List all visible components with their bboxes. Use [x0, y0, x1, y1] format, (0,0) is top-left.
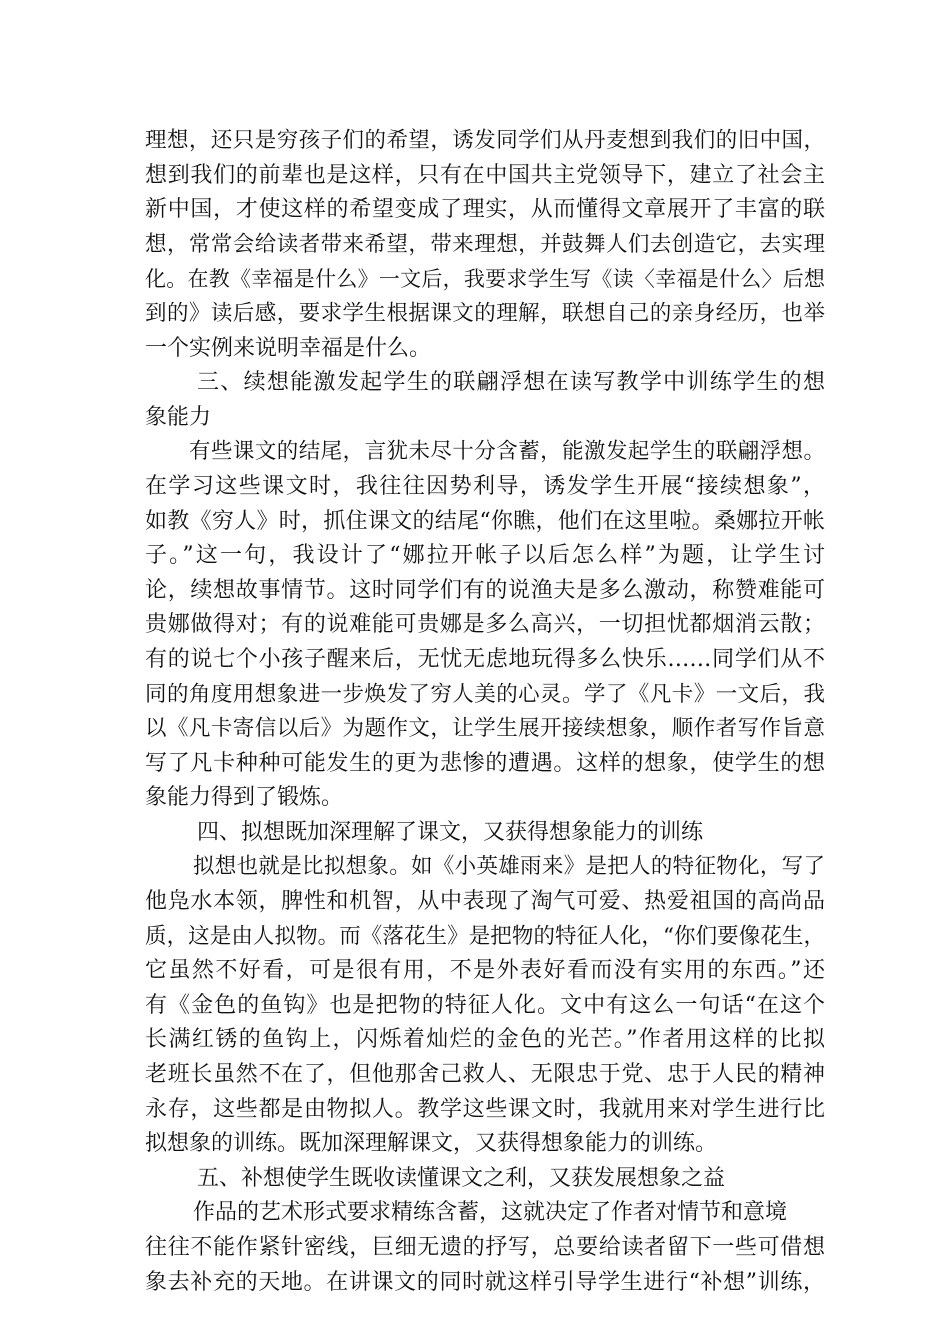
text-line: 有的说七个小孩子醒来后，无忧无虑地玩得多么快乐……同学们从不	[145, 646, 825, 672]
section-heading-5: 五、补想使学生既收读懂课文之利，又获发展想象之益	[197, 1165, 726, 1191]
text-line: 它虽然不好看，可是很有用，不是外表好看而没有实用的东西。”还	[145, 958, 825, 984]
section-heading-4: 四、拟想既加深理解了课文，又获得想象能力的训练	[197, 819, 704, 845]
text-line: 贵娜做得对；有的说难能可贵娜是多么高兴，一切担忧都烟消云散；	[145, 612, 825, 638]
text-line: 拟想也就是比拟想象。如《小英雄雨来》是把人的特征物化，写了	[193, 854, 825, 880]
text-line: 象去补充的天地。在讲课文的同时就这样引导学生进行“补想”训练，	[145, 1269, 825, 1295]
section-heading-3: 三、续想能激发起学生的联翩浮想在读写教学中训练学生的想	[197, 370, 825, 396]
section-heading-3-cont: 象能力	[145, 404, 212, 430]
text-line: 同的角度用想象进一步焕发了穷人美的心灵。学了《凡卡》一文后，我	[145, 681, 825, 707]
text-line: 象能力得到了锻炼。	[145, 785, 344, 811]
text-line: 他凫水本领，脾性和机智，从中表现了淘气可爱、热爱祖国的高尚品	[145, 889, 825, 915]
text-line: 有些课文的结尾，言犹未尽十分含蓄，能激发起学生的联翩浮想。	[189, 439, 825, 465]
text-line: 新中国，才使这样的希望变成了理实，从而懂得文章展开了丰富的联	[145, 197, 825, 223]
text-line: 想到我们的前辈也是这样，只有在中国共主党领导下，建立了社会主	[145, 162, 825, 188]
text-line: 往往不能作紧针密线，巨细无遗的抒写，总要给读者留下一些可借想	[145, 1235, 825, 1260]
text-line: 作品的艺术形式要求精练含蓄，这就决定了作者对情节和意境	[193, 1200, 788, 1226]
text-line: 想，常常会给读者带来希望，带来理想，并鼓舞人们去创造它，去实理	[145, 231, 825, 257]
text-line: 长满红锈的鱼钩上，闪烁着灿烂的金色的光芒。”作者用这样的比拟	[145, 1027, 825, 1053]
text-line: 理想，还只是穷孩子们的希望，诱发同学们从丹麦想到我们的旧中国，	[145, 128, 825, 153]
text-line: 子。”这一句，我设计了“娜拉开帐子以后怎么样”为题，让学生讨	[145, 543, 825, 569]
document-body	[145, 124, 825, 1300]
text-line: 到的》读后感，要求学生根据课文的理解，联想自己的亲身经历，也举	[145, 300, 825, 326]
text-line: 质，这是由人拟物。而《落花生》是把物的特征人化，“你们要像花生，	[145, 923, 825, 949]
text-line: 有《金色的鱼钩》也是把物的特征人化。文中有这么一句话“在这个	[145, 992, 825, 1018]
text-line: 在学习这些课文时，我往往因势利导，诱发学生开展“接续想象”，	[145, 473, 825, 499]
text-line: 老班长虽然不在了，但他那舍己救人、无限忠于党、忠于人民的精神	[145, 1062, 825, 1088]
text-line: 以《凡卡寄信以后》为题作文，让学生展开接续想象，顺作者写作旨意	[145, 716, 825, 742]
text-line: 论，续想故事情节。这时同学们有的说渔夫是多么激动，称赞难能可	[145, 577, 825, 603]
text-line: 拟想象的训练。既加深理解课文，又获得想象能力的训练。	[145, 1131, 718, 1157]
text-line: 一个实例来说明幸福是什么。	[145, 335, 432, 361]
text-line: 如教《穷人》时，抓住课文的结尾“你瞧，他们在这里啦。桑娜拉开帐	[145, 508, 825, 534]
text-line: 永存，这些都是由物拟人。教学这些课文时，我就用来对学生进行比	[145, 1096, 825, 1122]
text-line: 化。在教《幸福是什么》一文后，我要求学生写《读〈幸福是什么〉后想	[145, 267, 825, 292]
text-line: 写了凡卡种种可能发生的更为悲惨的遭遇。这样的想象，使学生的想	[145, 750, 825, 776]
